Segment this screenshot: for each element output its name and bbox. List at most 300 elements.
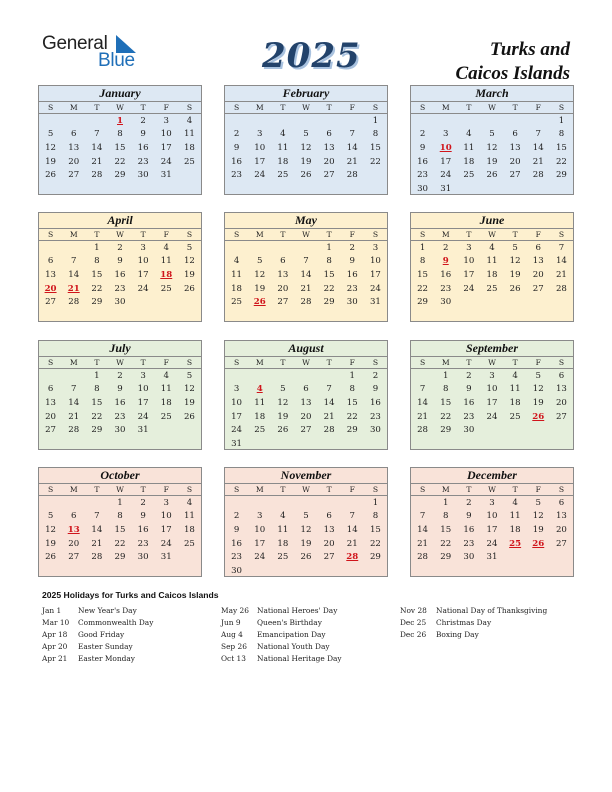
day-cell: 2 <box>233 511 240 522</box>
day-cell: 10 <box>254 524 266 535</box>
day-cell: 4 <box>280 129 286 140</box>
day-cell: 26 <box>486 170 498 181</box>
empty-day <box>39 241 62 255</box>
day-cell: 24 <box>254 552 266 563</box>
day-cell: 27 <box>68 170 80 181</box>
holiday-date: Apr 20 <box>42 642 68 651</box>
weekday-header: F <box>341 229 364 241</box>
weekday-header: F <box>155 102 178 114</box>
month-title: February <box>282 86 330 100</box>
day-cell: 21 <box>555 269 567 280</box>
holiday-name: Emancipation Day <box>257 630 326 639</box>
country-name-line2: Caicos Islands <box>455 63 570 84</box>
day-cell: 7 <box>94 511 100 522</box>
month-june <box>410 212 574 322</box>
empty-day <box>550 550 573 564</box>
day-cell: 14 <box>68 397 80 408</box>
day-cell: 11 <box>509 511 521 522</box>
holiday-day: 13 <box>67 524 80 535</box>
day-cell: 7 <box>349 129 355 140</box>
weekday-header: T <box>457 357 480 369</box>
weekday-header: W <box>294 484 317 496</box>
day-cell: 13 <box>323 142 335 153</box>
month-may <box>224 212 388 322</box>
holiday-day: 26 <box>532 411 545 422</box>
day-cell: 5 <box>303 511 309 522</box>
generalblue-logo <box>42 33 152 73</box>
day-cell: 15 <box>91 397 103 408</box>
day-cell: 8 <box>326 256 332 267</box>
day-cell: 30 <box>137 552 149 563</box>
day-cell: 11 <box>183 129 195 140</box>
month-august <box>224 340 388 450</box>
day-cell: 8 <box>94 256 100 267</box>
day-cell: 27 <box>68 552 80 563</box>
month-april <box>38 212 202 322</box>
day-cell: 12 <box>277 397 289 408</box>
holiday-item <box>221 629 342 641</box>
holiday-item <box>221 617 342 629</box>
day-cell: 10 <box>231 397 243 408</box>
weekday-header: F <box>341 102 364 114</box>
weekday-header: T <box>85 102 108 114</box>
empty-day <box>457 182 480 196</box>
day-cell: 22 <box>91 411 103 422</box>
weekday-header: S <box>225 229 248 241</box>
holiday-date: May 26 <box>221 606 249 615</box>
day-cell: 19 <box>300 156 312 167</box>
day-cell: 13 <box>555 384 567 395</box>
weekday-header: T <box>271 484 294 496</box>
empty-day <box>434 114 457 128</box>
weekday-header: S <box>411 484 434 496</box>
day-cell: 1 <box>94 242 100 253</box>
weekday-header: T <box>85 484 108 496</box>
day-cell: 1 <box>326 242 332 253</box>
day-cell: 20 <box>555 397 567 408</box>
day-cell: 21 <box>68 411 80 422</box>
day-cell: 16 <box>114 397 126 408</box>
day-cell: 1 <box>442 370 449 381</box>
day-cell: 1 <box>442 497 449 508</box>
empty-day <box>341 564 364 578</box>
day-cell: 12 <box>254 269 266 280</box>
day-cell: 30 <box>417 183 429 194</box>
empty-day <box>318 114 341 128</box>
day-cell: 18 <box>277 538 289 549</box>
day-cell: 28 <box>417 425 429 436</box>
empty-day <box>457 114 480 128</box>
day-cell: 5 <box>303 129 309 140</box>
day-cell: 22 <box>114 156 126 167</box>
weekday-header: T <box>271 357 294 369</box>
empty-day <box>178 423 201 437</box>
day-cell: 17 <box>463 269 475 280</box>
empty-day <box>411 114 434 128</box>
day-cell: 24 <box>369 283 381 294</box>
day-cell: 10 <box>137 256 149 267</box>
day-cell: 7 <box>419 384 426 395</box>
day-cell: 13 <box>300 397 312 408</box>
day-cell: 12 <box>300 524 312 535</box>
day-cell: 12 <box>45 142 57 153</box>
empty-day <box>527 423 550 437</box>
day-cell: 18 <box>463 156 475 167</box>
weekday-header: T <box>271 102 294 114</box>
day-cell: 14 <box>300 269 312 280</box>
day-cell: 26 <box>277 425 289 436</box>
day-cell: 28 <box>323 425 335 436</box>
day-cell: 21 <box>417 411 429 422</box>
day-cell: 2 <box>140 115 146 126</box>
day-cell: 15 <box>346 397 358 408</box>
day-cell: 6 <box>558 370 565 381</box>
day-cell: 5 <box>256 256 263 267</box>
day-cell: 4 <box>512 497 518 508</box>
day-cell: 2 <box>442 242 449 253</box>
weekday-header: T <box>457 229 480 241</box>
day-cell: 9 <box>372 384 379 395</box>
empty-day <box>132 295 155 309</box>
day-cell: 29 <box>555 170 567 181</box>
day-cell: 5 <box>47 129 54 140</box>
day-cell: 11 <box>254 397 266 408</box>
day-cell: 10 <box>254 142 266 153</box>
day-cell: 29 <box>323 297 335 308</box>
holiday-day: 26 <box>532 538 545 549</box>
day-cell: 9 <box>419 142 426 153</box>
weekday-header: F <box>341 484 364 496</box>
day-cell: 15 <box>555 142 567 153</box>
day-cell: 18 <box>231 283 243 294</box>
day-cell: 10 <box>369 256 381 267</box>
weekday-header: W <box>480 357 503 369</box>
empty-day <box>364 168 387 182</box>
day-cell: 3 <box>442 129 449 140</box>
empty-day <box>271 437 294 451</box>
day-cell: 3 <box>489 370 495 381</box>
holiday-day: 20 <box>44 283 57 294</box>
day-cell: 23 <box>114 283 126 294</box>
day-cell: 9 <box>117 384 123 395</box>
empty-day <box>341 496 364 510</box>
day-cell: 19 <box>532 397 544 408</box>
month-title: March <box>475 86 509 100</box>
month-table <box>411 356 573 437</box>
day-cell: 20 <box>555 524 567 535</box>
weekday-header: M <box>248 357 271 369</box>
day-cell: 1 <box>372 115 379 126</box>
day-cell: 27 <box>323 552 335 563</box>
holiday-day: 28 <box>346 552 359 563</box>
day-cell: 19 <box>183 269 195 280</box>
weekday-header: S <box>39 357 62 369</box>
day-cell: 31 <box>231 438 243 449</box>
weekday-header: S <box>178 102 201 114</box>
day-cell: 16 <box>231 538 243 549</box>
day-cell: 5 <box>512 242 518 253</box>
day-cell: 7 <box>419 511 426 522</box>
day-cell: 14 <box>323 397 335 408</box>
weekday-header: W <box>108 229 131 241</box>
day-cell: 5 <box>535 497 541 508</box>
weekday-header: F <box>527 102 550 114</box>
day-cell: 7 <box>349 511 355 522</box>
day-cell: 1 <box>94 370 100 381</box>
day-cell: 29 <box>114 552 126 563</box>
day-cell: 19 <box>45 538 57 549</box>
day-cell: 23 <box>463 411 475 422</box>
country-name <box>370 38 570 86</box>
day-cell: 18 <box>183 524 195 535</box>
day-cell: 4 <box>512 370 518 381</box>
day-cell: 11 <box>160 384 172 395</box>
day-cell: 21 <box>91 538 103 549</box>
day-cell: 17 <box>486 524 498 535</box>
empty-day <box>178 550 201 564</box>
day-cell: 2 <box>466 497 472 508</box>
day-cell: 26 <box>183 411 195 422</box>
day-cell: 11 <box>231 269 243 280</box>
day-cell: 24 <box>231 425 243 436</box>
holiday-date: Dec 25 <box>400 618 427 627</box>
holiday-date: Apr 18 <box>42 630 68 639</box>
holiday-date: Nov 28 <box>400 606 427 615</box>
day-cell: 13 <box>45 269 57 280</box>
day-cell: 30 <box>231 565 243 576</box>
day-cell: 25 <box>509 411 521 422</box>
empty-day <box>527 550 550 564</box>
day-cell: 4 <box>233 256 240 267</box>
day-cell: 6 <box>535 242 541 253</box>
day-cell: 18 <box>509 397 521 408</box>
empty-day <box>504 423 527 437</box>
day-cell: 5 <box>47 511 54 522</box>
empty-day <box>318 564 341 578</box>
holiday-date: Aug 4 <box>221 630 243 639</box>
empty-day <box>85 114 108 128</box>
holiday-name: Easter Sunday <box>78 642 133 651</box>
day-cell: 16 <box>463 524 475 535</box>
day-cell: 22 <box>417 283 429 294</box>
day-cell: 4 <box>163 370 169 381</box>
day-cell: 8 <box>117 511 123 522</box>
holiday-day: 25 <box>509 538 522 549</box>
weekday-header: T <box>132 484 155 496</box>
weekday-header: S <box>364 102 387 114</box>
day-cell: 30 <box>369 425 381 436</box>
day-cell: 4 <box>280 511 286 522</box>
weekday-header: M <box>62 484 85 496</box>
day-cell: 14 <box>532 142 544 153</box>
day-cell: 28 <box>417 552 429 563</box>
holiday-name: Commonwealth Day <box>78 618 154 627</box>
day-cell: 14 <box>346 524 358 535</box>
day-cell: 14 <box>555 256 567 267</box>
month-table <box>225 483 387 578</box>
empty-day <box>225 496 248 510</box>
day-cell: 15 <box>440 524 452 535</box>
day-cell: 1 <box>419 242 426 253</box>
day-cell: 23 <box>114 411 126 422</box>
weekday-header: T <box>318 357 341 369</box>
month-title: November <box>280 468 332 482</box>
day-cell: 29 <box>369 552 381 563</box>
weekday-header: T <box>271 229 294 241</box>
holiday-day: 9 <box>442 256 449 267</box>
day-cell: 23 <box>346 283 358 294</box>
day-cell: 8 <box>419 256 426 267</box>
empty-day <box>225 114 248 128</box>
day-cell: 22 <box>323 283 335 294</box>
empty-day <box>248 496 271 510</box>
empty-day <box>39 369 62 383</box>
day-cell: 21 <box>323 411 335 422</box>
empty-day <box>480 423 503 437</box>
weekday-header: M <box>248 229 271 241</box>
month-table <box>411 228 573 309</box>
day-cell: 30 <box>463 552 475 563</box>
day-cell: 20 <box>532 269 544 280</box>
weekday-header: W <box>294 102 317 114</box>
day-cell: 15 <box>114 142 126 153</box>
holiday-item <box>221 653 342 665</box>
holiday-day: 10 <box>439 142 452 153</box>
day-cell: 17 <box>160 524 172 535</box>
day-cell: 10 <box>463 256 475 267</box>
day-cell: 7 <box>303 256 309 267</box>
day-cell: 17 <box>254 538 266 549</box>
month-table <box>411 101 573 196</box>
empty-day <box>225 241 248 255</box>
weekday-header: W <box>108 484 131 496</box>
empty-day <box>527 295 550 309</box>
day-cell: 19 <box>486 156 498 167</box>
day-cell: 31 <box>160 170 172 181</box>
month-title: September <box>466 341 518 355</box>
day-cell: 3 <box>372 242 379 253</box>
day-cell: 30 <box>114 425 126 436</box>
holiday-name: Queen's Birthday <box>257 618 322 627</box>
day-cell: 16 <box>369 397 381 408</box>
day-cell: 4 <box>186 497 193 508</box>
day-cell: 25 <box>463 170 475 181</box>
day-cell: 23 <box>137 538 149 549</box>
day-cell: 7 <box>558 242 565 253</box>
empty-day <box>294 241 317 255</box>
day-cell: 20 <box>68 538 80 549</box>
empty-day <box>341 114 364 128</box>
holiday-name: National Day of Thanksgiving <box>436 606 548 615</box>
empty-day <box>480 182 503 196</box>
day-cell: 2 <box>349 242 355 253</box>
day-cell: 25 <box>277 552 289 563</box>
weekday-header: W <box>480 102 503 114</box>
day-cell: 17 <box>160 142 172 153</box>
day-cell: 17 <box>137 269 149 280</box>
day-cell: 29 <box>91 297 103 308</box>
day-cell: 3 <box>163 497 169 508</box>
empty-day <box>85 496 108 510</box>
weekday-header: T <box>132 229 155 241</box>
day-cell: 15 <box>417 269 429 280</box>
day-cell: 10 <box>160 511 172 522</box>
weekday-header: F <box>527 229 550 241</box>
day-cell: 22 <box>369 538 381 549</box>
day-cell: 16 <box>137 524 149 535</box>
day-cell: 14 <box>91 142 103 153</box>
day-cell: 19 <box>45 156 57 167</box>
day-cell: 22 <box>555 156 567 167</box>
day-cell: 27 <box>323 170 335 181</box>
day-cell: 6 <box>70 511 77 522</box>
empty-day <box>155 295 178 309</box>
empty-day <box>294 437 317 451</box>
weekday-header: S <box>364 229 387 241</box>
day-cell: 16 <box>137 142 149 153</box>
day-cell: 3 <box>256 129 263 140</box>
day-cell: 19 <box>183 397 195 408</box>
empty-day <box>318 369 341 383</box>
weekday-header: S <box>411 229 434 241</box>
day-cell: 25 <box>183 156 195 167</box>
day-cell: 6 <box>280 256 286 267</box>
day-cell: 26 <box>300 170 312 181</box>
day-cell: 1 <box>372 497 379 508</box>
holiday-name: Christmas Day <box>436 618 492 627</box>
empty-day <box>294 564 317 578</box>
weekday-header: T <box>318 229 341 241</box>
day-cell: 6 <box>70 129 77 140</box>
holiday-date: Apr 21 <box>42 654 68 663</box>
day-cell: 5 <box>186 370 193 381</box>
day-cell: 2 <box>466 370 472 381</box>
day-cell: 8 <box>442 384 449 395</box>
empty-day <box>62 496 85 510</box>
day-cell: 27 <box>45 425 57 436</box>
day-cell: 16 <box>346 269 358 280</box>
month-title: May <box>295 213 317 227</box>
day-cell: 13 <box>323 524 335 535</box>
day-cell: 20 <box>277 283 289 294</box>
day-cell: 7 <box>70 256 77 267</box>
day-cell: 24 <box>486 538 498 549</box>
empty-day <box>271 114 294 128</box>
day-cell: 23 <box>231 170 243 181</box>
day-cell: 11 <box>509 384 521 395</box>
day-cell: 2 <box>140 497 146 508</box>
weekday-header: T <box>504 357 527 369</box>
day-cell: 15 <box>369 524 381 535</box>
holiday-name: National Heroes' Day <box>257 606 338 615</box>
empty-day <box>62 241 85 255</box>
weekday-header: S <box>411 357 434 369</box>
day-cell: 27 <box>509 170 521 181</box>
empty-day <box>271 241 294 255</box>
weekday-header: W <box>294 229 317 241</box>
day-cell: 24 <box>137 411 149 422</box>
holiday-name: Boxing Day <box>436 630 479 639</box>
holiday-name: National Youth Day <box>257 642 330 651</box>
empty-day <box>248 437 271 451</box>
day-cell: 11 <box>277 142 289 153</box>
logo-text-blue: Blue <box>98 50 135 71</box>
holiday-item <box>221 641 342 653</box>
month-table <box>39 356 201 437</box>
day-cell: 5 <box>280 384 286 395</box>
day-cell: 27 <box>532 283 544 294</box>
empty-day <box>62 114 85 128</box>
